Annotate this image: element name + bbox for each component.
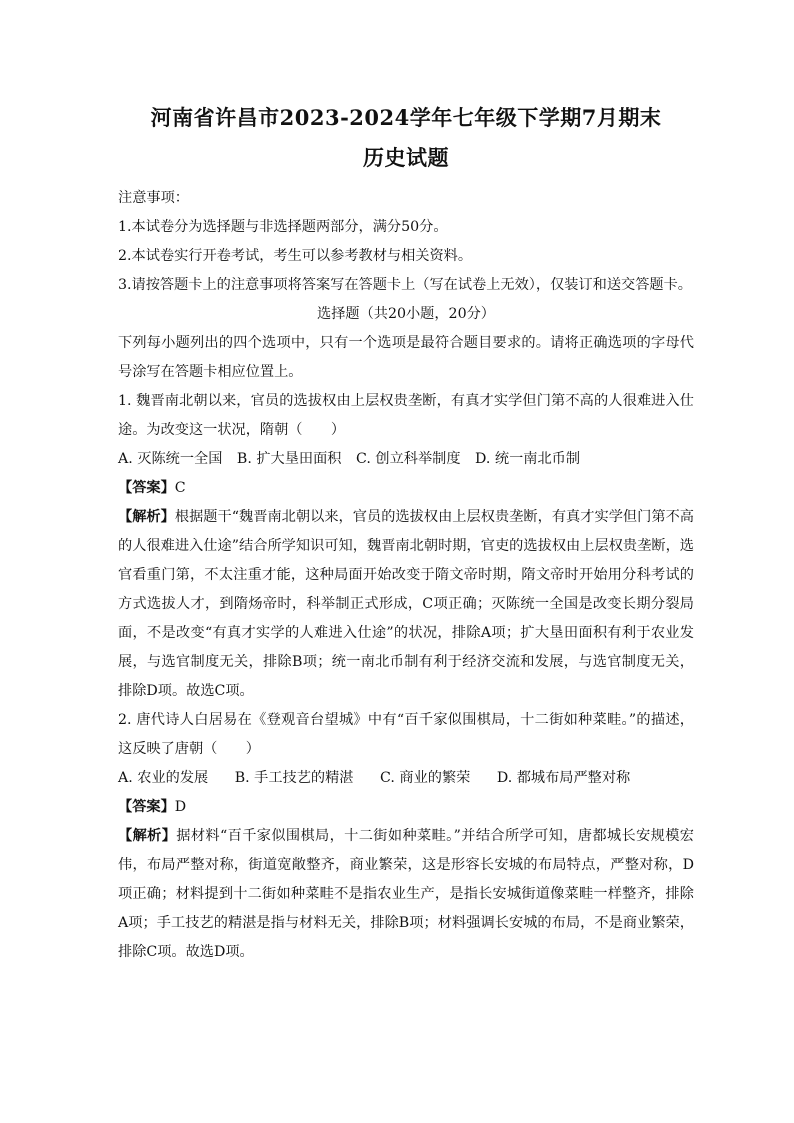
question-1-option-b: B. 扩大垦田面积 [236,451,342,467]
notice-item-1: 1.本试卷分为选择题与非选择题两部分，满分50分。 [118,219,448,235]
question-1-options [118,445,694,474]
question-1-option-d: D. 统一南北币制 [475,451,581,467]
section-title: 选择题（共20小题，20分） [317,306,495,322]
section-instruction: 下列每小题列出的四个选项中，只有一个选项是最符合题目要求的。请将正确选项的字母代号涂写在答题卡相应位置上。 [118,335,694,380]
analysis-text: 据材料“百千家似围棋局，十二街如种菜畦。”并结合所学可知，唐都城长安规模宏伟，布局严整对称，街道宽敞整齐，商业繁荣，这是形容长安城的布局特点，严整对称，D项正确；材料提到十二街如种菜畦不是指农业生产，是指长安城街道像菜畦一样整齐，排除A项；手工技艺的精湛是指与材料无关，排除B项；材料强调长安城的布局，不是商业繁荣，排除C项。故选D项。 [118,828,694,960]
question-1-stem: 1. 魏晋南北朝以来，官员的选拔权由上层权贵垄断，有真才实学但门第不高的人很难进入仕途。为改变这一状况，隋朝（ ） [118,393,694,438]
question-2-option-d: D. 都城布局严整对称 [496,770,631,786]
question-2-stem: 2. 唐代诗人白居易在《登观音台望城》中有“百千家似围棋局，十二街如种菜畦。”的描述，这反映了唐朝（ ） [118,712,694,757]
question-1-analysis [118,503,694,706]
question-1-answer [118,474,694,503]
exam-body [118,184,694,967]
question-2-options [118,764,694,793]
question-1-option-a: A. 灭陈统一全国 [118,451,223,467]
exam-subject: 历史试题 [363,145,449,170]
question-2-option-b: B. 手工技艺的精湛 [234,770,354,786]
answer-value: C [174,480,186,496]
question-1-option-c: C. 创立科举制度 [356,451,461,467]
answer-tag: 【答案】 [118,480,175,496]
analysis-tag: 【解析】 [118,509,175,525]
notice-item-2: 2.本试卷实行开卷考试，考生可以参考教材与相关资料。 [118,248,473,264]
exam-title: 河南省许昌市2023-2024学年七年级下学期7月期末 [150,105,662,130]
answer-value: D [174,799,187,815]
answer-tag: 【答案】 [118,799,175,815]
question-2-option-c: C. 商业的繁荣 [380,770,471,786]
question-2-analysis [118,822,694,967]
analysis-text: 根据题干“魏晋南北朝以来，官员的选拔权由上层权贵垄断，有真才实学但门第不高的人很难进入仕途”结合所学知识可知，魏晋南北朝时期，官吏的选拔权由上层权贵垄断，选官看重门第，不太注重才能，这种局面开始改变于隋文帝时期，隋文帝时开始用分科考试的方式选拔人才，到隋炀帝时，科举制正式形成，C项正确；灭陈统一全国是改变长期分裂局面，不是改变“有真才实学的人难进入仕途”的状况，排除A项；扩大垦田面积有利于农业发展，与选官制度无关，排除B项；统一南北币制有利于经济交流和发展，与选官制度无关，排除D项。故选C项。 [118,509,694,699]
notice-item-3: 3.请按答题卡上的注意事项将答案写在答题卡上（写在试卷上无效），仅装订和送交答题卡。 [118,277,692,293]
notice-heading: 注意事项： [118,190,189,206]
question-2-answer [118,793,694,822]
question-2-option-a: A. 农业的发展 [118,770,209,786]
analysis-tag: 【解析】 [118,828,177,844]
